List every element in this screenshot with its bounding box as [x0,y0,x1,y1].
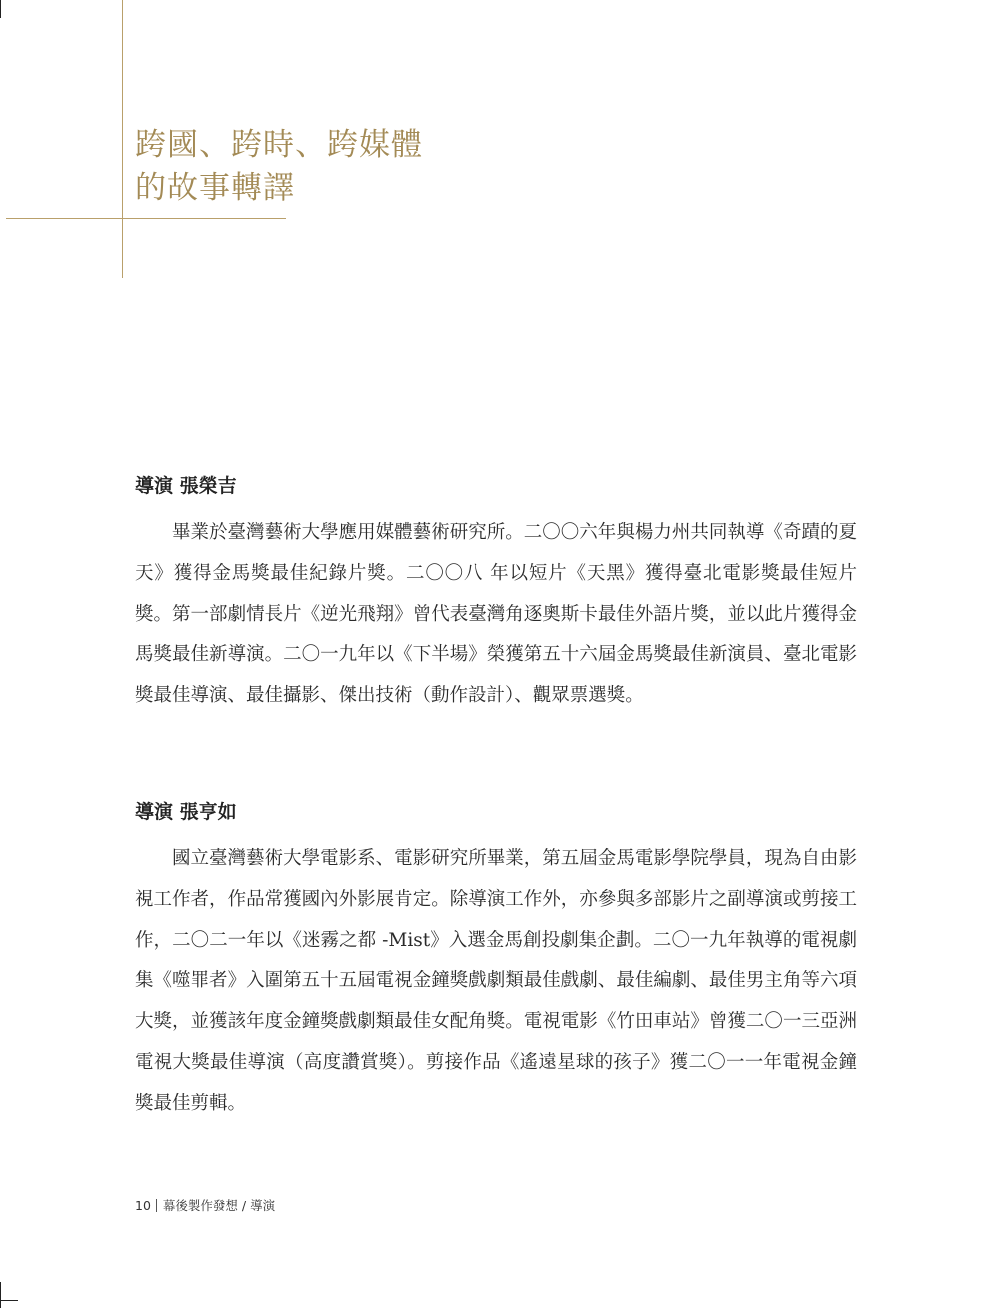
page-number: 10 [135,1198,151,1213]
crop-mark-bottom-left-horizontal [0,1300,18,1301]
chapter-title-line-2: 的故事轉譯 [135,170,295,206]
crop-mark-top-left [0,0,1,18]
director-bio-chang-heng-ju [135,796,857,1125]
chapter-title-line-1: 跨國、跨時、跨媒體 [135,127,423,163]
page-footer [135,1196,275,1216]
footer-separator [156,1199,157,1212]
director-bio-chang-jung-chi [135,470,857,717]
horizontal-gold-rule [6,218,286,219]
chapter-title [135,124,423,210]
director-bio-text: 國立臺灣藝術大學電影系、電影研究所畢業，第五屆金馬電影學院學員，現為自由影視工作者，作品常獲國內外影展肯定。除導演工作外，亦參與多部影片之副導演或剪接工作，二〇二一年以《迷霧之都 -Mist》入選金馬創投劇集企劃。二〇一九年執導的電視劇集《噬罪者》入圍第五十五屆電視金鐘獎戲劇類最佳戲劇、最佳編劇、最佳男主角等六項大獎，並獲該年度金鐘獎戲劇類最佳女配角獎。電視電影《竹田車站》曾獲二〇一三亞洲電視大獎最佳導演（高度讚賞獎）。剪接作品《遙遠星球的孩子》獲二〇一一年電視金鐘獎最佳剪輯。 [135,848,857,1114]
director-bio-text: 畢業於臺灣藝術大學應用媒體藝術研究所。二〇〇六年與楊力州共同執導《奇蹟的夏天》獲得金馬獎最佳紀錄片獎。二〇〇八 年以短片《天黑》獲得臺北電影獎最佳短片獎。第一部劇情長片《逆光飛翔》曾代表臺灣角逐奧斯卡最佳外語片獎，並以此片獲得金馬獎最佳新導演。二〇一九年以《下半場》榮獲第五十六屆金馬獎最佳新演員、臺北電影獎最佳導演、最佳攝影、傑出技術（動作設計）、觀眾票選獎。 [135,522,857,707]
director-heading: 導演 張亨如 [135,801,237,823]
vertical-gold-rule [122,0,123,278]
crop-mark-bottom-left-vertical [0,1282,1,1308]
footer-section-label: 幕後製作發想 / 導演 [162,1198,276,1213]
director-heading: 導演 張榮吉 [135,475,237,497]
